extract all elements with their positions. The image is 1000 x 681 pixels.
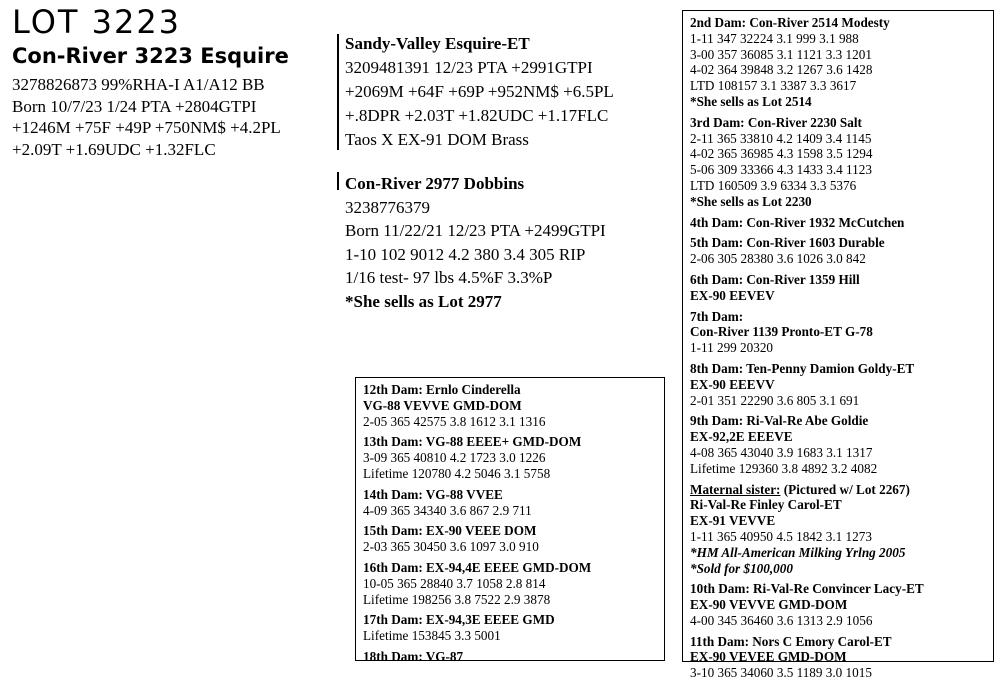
dam-record: 2-11 365 33810 4.2 1409 3.4 1145 — [690, 130, 872, 146]
dam-record: 4-09 365 34340 3.6 867 2.9 711 — [363, 502, 532, 518]
dam-line: 3238776379 — [345, 197, 430, 217]
dam-entry — [363, 612, 657, 644]
dam-classification: VG-88 VEVVE GMD-DOM — [363, 397, 522, 413]
dam-entry — [690, 309, 986, 356]
sire-line: 3209481391 12/23 PTA +2991GTPI — [345, 58, 593, 77]
maternal-sister-note: *HM All-American Milking Yrlng 2005 — [690, 544, 906, 560]
dam-record: 4-02 365 36985 4.3 1598 3.5 1294 — [690, 146, 873, 162]
info-line: Born 10/7/23 1/24 PTA +2804GTPI — [12, 96, 257, 116]
sire-name: Sandy-Valley Esquire-ET — [345, 34, 530, 53]
dam-record: 2-05 365 42575 3.8 1612 3.1 1316 — [363, 413, 546, 429]
dam-heading: 17th Dam: EX-94,3E EEEE GMD — [363, 612, 555, 628]
dam-entry — [690, 215, 986, 231]
sire-line: Taos X EX-91 DOM Brass — [345, 130, 529, 149]
dam-record: 3-09 365 40810 4.2 1723 3.0 1226 — [363, 450, 546, 466]
lot-title: LOT 3223 — [12, 3, 182, 41]
info-line: +1246M +75F +49P +750NM$ +4.2PL — [12, 118, 281, 137]
dam-record: 4-08 365 43040 3.9 1683 3.1 1317 — [690, 444, 873, 460]
dam-record: 3-10 365 34060 3.5 1189 3.0 1015 — [690, 665, 872, 681]
lower-pedigree-box — [355, 377, 665, 664]
maternal-sister-class: EX-91 VEVVE — [690, 513, 776, 529]
dam-classification: Con-River 1139 Pronto-ET G-78 — [690, 324, 873, 340]
dam-heading: 3rd Dam: Con-River 2230 Salt — [690, 114, 862, 130]
dam-entry — [363, 434, 657, 481]
dam-heading: 12th Dam: Ernlo Cinderella — [363, 382, 521, 397]
dam-record: Lifetime 198256 3.8 7522 2.9 3878 — [363, 591, 551, 607]
sire-line: +.8DPR +2.03T +1.82UDC +1.17FLC — [345, 106, 609, 125]
dam-entry — [690, 413, 986, 476]
dam-entry — [363, 523, 657, 555]
dam-classification: EX-90 VEVVE GMD-DOM — [690, 597, 848, 613]
dam-divider — [337, 172, 339, 190]
dam-heading: 11th Dam: Nors C Emory Carol-ET — [690, 633, 892, 649]
maternal-sister-label: Maternal sister: — [690, 481, 781, 497]
dam-record: 4-02 364 39848 3.2 1267 3.6 1428 — [690, 62, 873, 78]
dam-record: 1-11 347 32224 3.1 999 3.1 988 — [690, 30, 859, 46]
dam-classification: EX-90 EEEVV — [690, 376, 775, 392]
sire-line: +2069M +64F +69P +952NM$ +6.5PL — [345, 82, 614, 101]
dam-entry — [363, 649, 657, 665]
dam-record: Lifetime 129360 3.8 4892 3.2 4082 — [690, 460, 878, 476]
dam-heading: 14th Dam: VG-88 VVEE — [363, 486, 503, 502]
dam-record: 1-11 299 20320 — [690, 340, 774, 356]
info-line: 3278826873 99%RHA-I A1/A12 BB — [12, 75, 265, 94]
dam-entry — [690, 361, 986, 408]
dam-heading: 13th Dam: VG-88 EEEE+ GMD-DOM — [363, 434, 582, 450]
dam-heading: 7th Dam: — [690, 308, 744, 324]
dam-classification: EX-92,2E EEEVE — [690, 429, 793, 445]
dam-entry — [690, 272, 986, 304]
dam-heading: 2nd Dam: Con-River 2514 Modesty — [690, 15, 890, 30]
dam-heading: 4th Dam: Con-River 1932 McCutchen — [690, 214, 905, 230]
dam-record: 2-01 351 22290 3.6 805 3.1 691 — [690, 392, 860, 408]
dam-note: *She sells as Lot 2230 — [690, 193, 812, 209]
dam-entry — [690, 235, 986, 267]
dam-heading: 9th Dam: Ri-Val-Re Abe Goldie — [690, 413, 869, 429]
dam-heading: 5th Dam: Con-River 1603 Durable — [690, 235, 885, 251]
dam-note: *She sells as Lot 2977 — [345, 291, 502, 311]
dam-record: 5-06 309 33366 4.3 1433 3.4 1123 — [690, 162, 872, 178]
dam-record: 3-00 357 36085 3.1 1121 3.3 1201 — [690, 46, 872, 62]
dam-record: 4-00 345 36460 3.6 1313 2.9 1056 — [690, 612, 873, 628]
maternal-sister-name: Ri-Val-Re Finley Carol-ET — [690, 497, 842, 513]
dam-heading: 8th Dam: Ten-Penny Damion Goldy-ET — [690, 360, 915, 376]
dam-entry — [690, 581, 986, 628]
dam-heading: 18th Dam: VG-87 — [363, 648, 464, 664]
dam-name: Con-River 2977 Dobbins — [345, 174, 525, 193]
lower-entries — [363, 382, 657, 665]
dam-note: *She sells as Lot 2514 — [690, 93, 812, 109]
animal-info — [12, 74, 334, 160]
dam-heading: 15th Dam: EX-90 VEEE DOM — [363, 523, 537, 539]
right-entries — [690, 15, 986, 477]
sire-divider — [337, 34, 339, 150]
dam-line: Born 11/22/21 12/23 PTA +2499GTPI — [345, 221, 606, 240]
dam-line: 1/16 test- 97 lbs 4.5%F 3.3%P — [345, 268, 553, 287]
dam-record: 2-06 305 28380 3.6 1026 3.0 842 — [690, 251, 866, 267]
maternal-sister-note: *Sold for $100,000 — [690, 560, 793, 576]
dam-record: LTD 108157 3.1 3387 3.3 3617 — [690, 78, 857, 94]
dam-heading: 6th Dam: Con-River 1359 Hill — [690, 271, 860, 287]
maternal-sister-record: 1-11 365 40950 4.5 1842 3.1 1273 — [690, 528, 872, 544]
dam-record: 2-03 365 30450 3.6 1097 3.0 910 — [363, 539, 539, 555]
right-tail-entries — [690, 581, 986, 681]
maternal-sister-entry — [690, 482, 986, 577]
dam-note: EX-90 EEVEV — [690, 287, 775, 303]
info-line: +2.09T +1.69UDC +1.32FLC — [12, 139, 216, 159]
dam-classification: EX-90 VEVEE GMD-DOM — [690, 649, 847, 665]
dam-heading: 10th Dam: Ri-Val-Re Convincer Lacy-ET — [690, 581, 924, 597]
right-pedigree-box — [682, 10, 994, 681]
dam-block — [345, 172, 606, 313]
sire-block — [345, 32, 614, 152]
maternal-sister-label-rest: (Pictured w/ Lot 2267) — [780, 481, 910, 497]
dam-entry — [690, 115, 986, 210]
dam-record: Lifetime 153845 3.3 5001 — [363, 628, 501, 644]
dam-entry — [363, 382, 657, 429]
animal-name: Con-River 3223 Esquire — [12, 44, 289, 68]
dam-record: Lifetime 120780 4.2 5046 3.1 5758 — [363, 465, 551, 481]
dam-record: 10-05 365 28840 3.7 1058 2.8 814 — [363, 575, 546, 591]
dam-heading: 16th Dam: EX-94,4E EEEE GMD-DOM — [363, 559, 592, 575]
dam-line: 1-10 102 9012 4.2 380 3.4 305 RIP — [345, 244, 586, 264]
dam-entry — [363, 487, 657, 519]
dam-record: LTD 160509 3.9 6334 3.3 5376 — [690, 177, 857, 193]
dam-entry — [363, 560, 657, 607]
dam-entry — [690, 15, 986, 110]
